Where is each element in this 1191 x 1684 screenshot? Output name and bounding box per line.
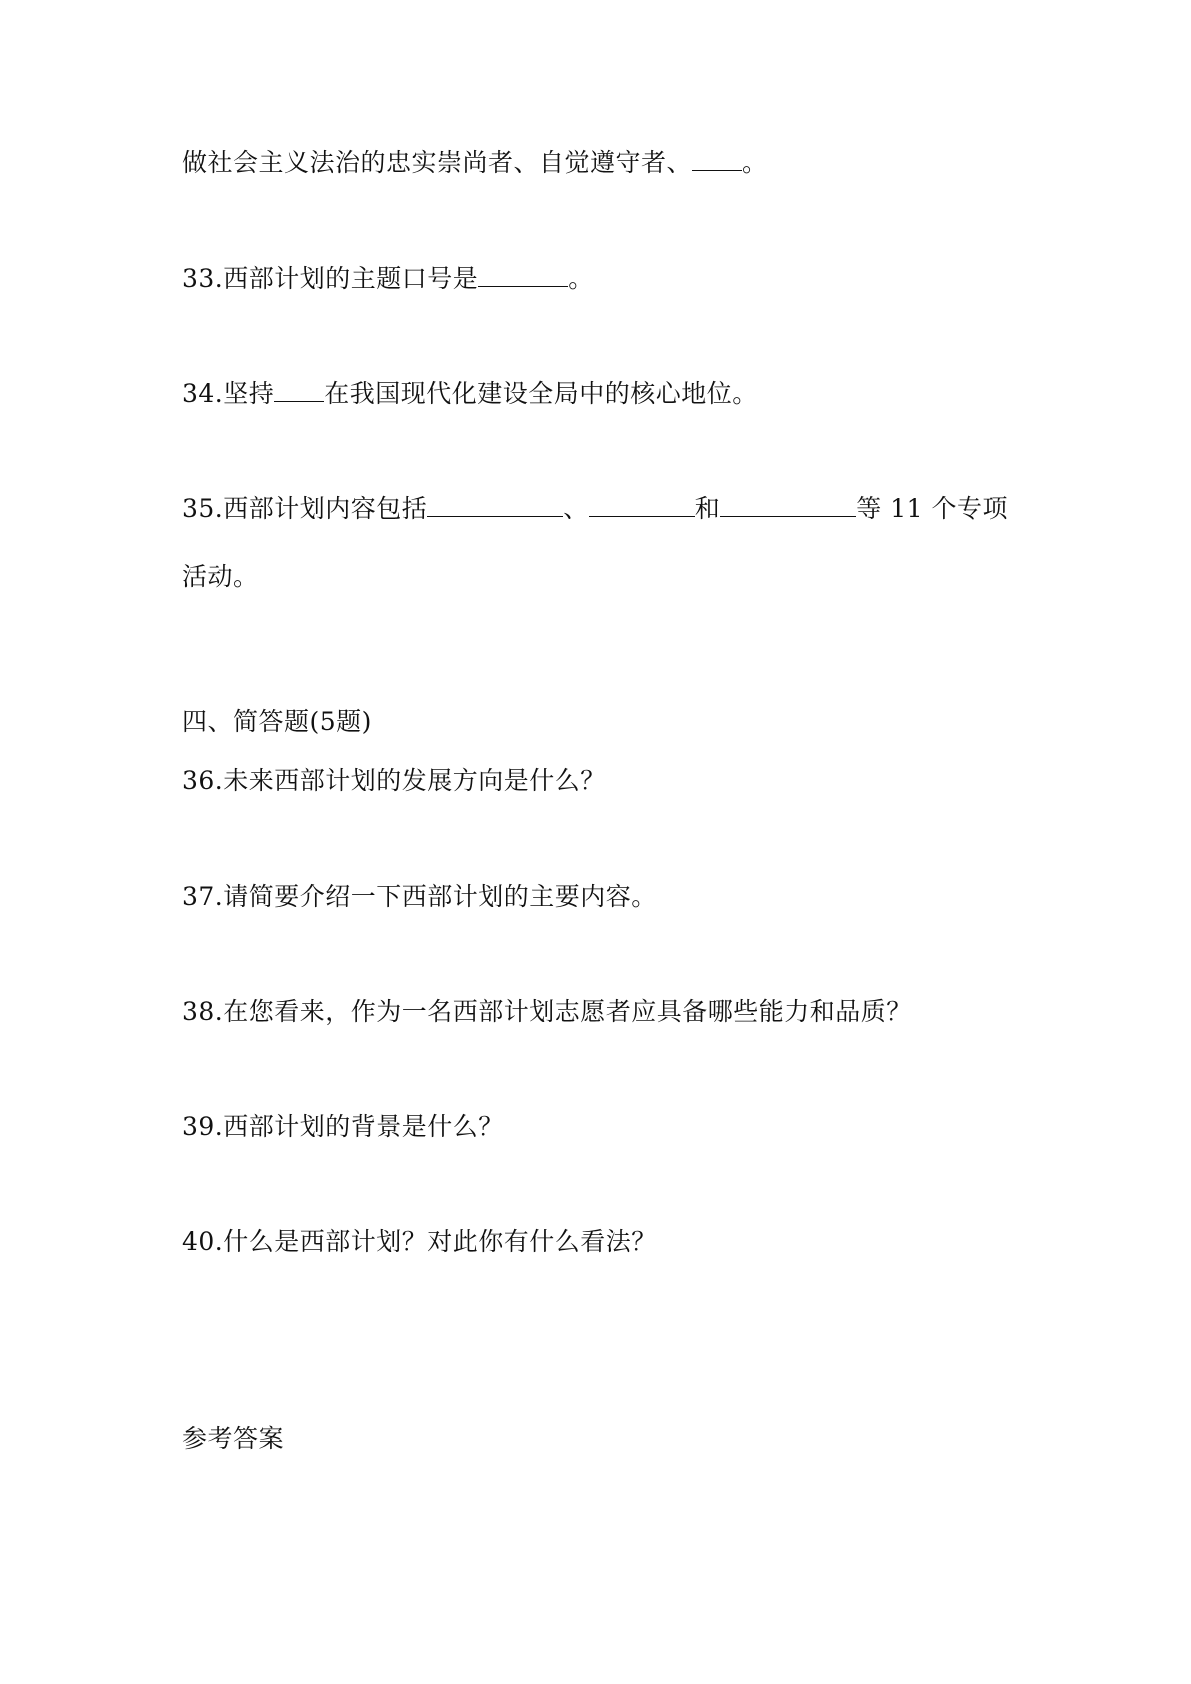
section-title-short-answer: 四、简答题(5题): [182, 707, 372, 736]
question-35: [182, 490, 1008, 526]
answer-blank: [427, 490, 563, 517]
q32-end: 。: [742, 148, 768, 177]
answers-heading: 参考答案: [182, 1424, 285, 1453]
question-35-line2: 活动。: [182, 562, 259, 591]
q32-text: 做社会主义法治的忠实崇尚者、自觉遵守者、: [182, 148, 693, 177]
q33-end: 。: [568, 264, 594, 293]
short-answer-question: 36.未来西部计划的发展方向是什么？: [182, 766, 606, 795]
q34-text: 34.坚持: [182, 379, 275, 408]
short-answer-question: 38.在您看来，作为一名西部计划志愿者应具备哪些能力和品质？: [182, 997, 912, 1026]
answer-blank: [692, 144, 742, 171]
answer-blank: [589, 490, 695, 517]
q34-end: 在我国现代化建设全局中的核心地位。: [324, 379, 758, 408]
short-answer-question: 39.西部计划的背景是什么？: [182, 1112, 504, 1141]
answer-blank: [720, 490, 856, 517]
q35-end: 等 11 个专项: [856, 494, 1009, 523]
q35-sep2: 和: [694, 494, 721, 523]
answer-blank: [274, 375, 324, 402]
question-34: [182, 375, 758, 411]
short-answer-question: 40.什么是西部计划？对此你有什么看法？: [182, 1227, 657, 1256]
question-32-tail: [182, 144, 768, 180]
short-answer-question: 37.请简要介绍一下西部计划的主要内容。: [182, 882, 657, 911]
q35-sep1: 、: [563, 494, 589, 523]
question-33: [182, 260, 594, 296]
answer-blank: [478, 260, 568, 287]
q33-text: 33.西部计划的主题口号是: [182, 264, 479, 293]
q35-text: 35.西部计划内容包括: [182, 494, 428, 523]
